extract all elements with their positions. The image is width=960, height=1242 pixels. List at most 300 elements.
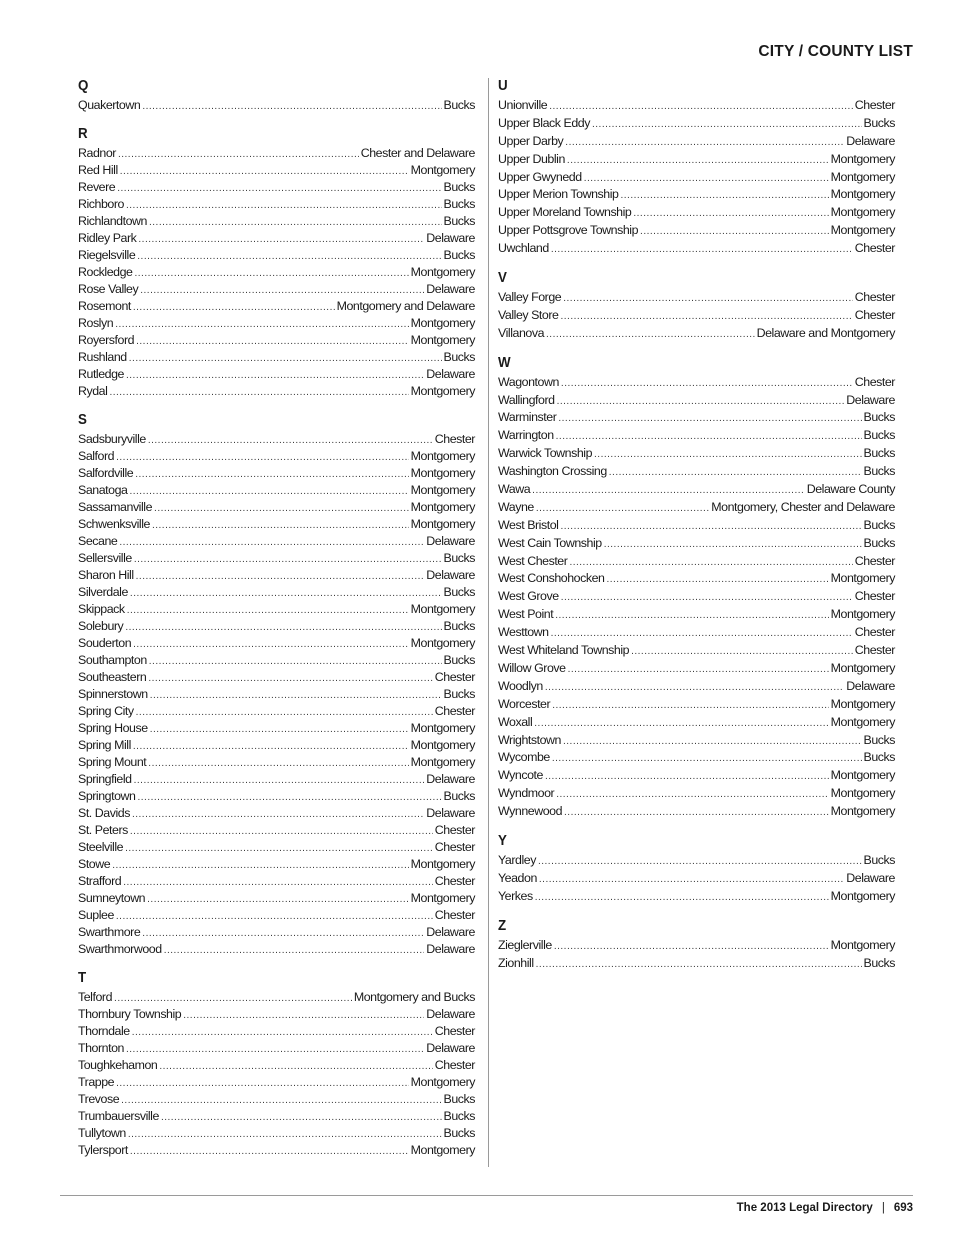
list-item — [498, 97, 895, 115]
dot-leader — [125, 839, 433, 857]
county-name: Delaware — [426, 231, 475, 245]
dot-leader — [136, 332, 409, 350]
city-name: Quakertown — [78, 98, 141, 112]
dot-leader — [121, 1091, 441, 1109]
dot-leader — [147, 890, 408, 908]
dot-leader — [561, 307, 853, 326]
dot-leader — [621, 186, 829, 205]
county-name: Bucks — [863, 428, 895, 443]
county-name: Montgomery — [830, 804, 895, 819]
city-name: Revere — [78, 180, 116, 194]
city-name: Upper Black Eddy — [498, 115, 590, 130]
list-item — [498, 588, 895, 606]
dot-leader — [565, 133, 844, 152]
list-item — [498, 222, 895, 240]
dot-leader — [134, 550, 442, 568]
list-item — [78, 97, 475, 114]
county-name: Bucks — [863, 410, 895, 425]
city-name: Warminster — [498, 410, 557, 425]
city-name: Radnor — [78, 146, 116, 160]
county-name: Montgomery — [410, 333, 475, 347]
city-name: Worcester — [498, 696, 551, 711]
dot-leader — [148, 754, 408, 772]
city-name: Trappe — [78, 1075, 115, 1089]
county-name: Bucks — [443, 197, 475, 211]
county-name: Bucks — [443, 98, 475, 112]
dot-leader — [109, 383, 408, 401]
letter-section — [78, 410, 475, 958]
list-item — [498, 289, 895, 307]
city-name: Valley Store — [498, 307, 559, 322]
list-item — [78, 584, 475, 601]
dot-leader — [134, 771, 425, 789]
city-name: Steelville — [78, 840, 124, 854]
city-name: Sanatoga — [78, 483, 128, 497]
dot-leader — [159, 1057, 432, 1075]
city-name: Upper Pottsgrove Township — [498, 223, 639, 238]
list-item — [498, 133, 895, 151]
list-item — [78, 1142, 475, 1159]
dot-leader — [130, 1142, 409, 1160]
city-name: Salford — [78, 449, 115, 463]
city-name: Solebury — [78, 619, 124, 633]
county-name: Delaware County — [806, 482, 895, 497]
city-name: Westtown — [498, 625, 549, 640]
dot-leader — [568, 660, 829, 679]
county-name: Montgomery — [830, 205, 895, 220]
list-item — [78, 349, 475, 366]
list-item — [498, 427, 895, 445]
county-name: Montgomery — [410, 857, 475, 871]
list-item — [78, 737, 475, 754]
dot-leader — [561, 588, 853, 607]
page-title: CITY / COUNTY LIST — [758, 43, 913, 60]
dot-leader — [140, 281, 424, 299]
county-name: Montgomery — [410, 1143, 475, 1157]
county-name: Montgomery — [410, 602, 475, 616]
list-item — [498, 392, 895, 410]
dot-leader — [569, 553, 852, 572]
county-name: Chester — [434, 670, 475, 684]
city-name: West Cain Township — [498, 535, 602, 550]
dot-leader — [149, 213, 442, 231]
city-name: Springtown — [78, 789, 136, 803]
city-name: Salfordville — [78, 466, 134, 480]
county-name: Montgomery — [410, 721, 475, 735]
section-letter: Y — [498, 832, 507, 849]
dot-leader — [552, 696, 828, 715]
county-name: Delaware — [426, 772, 475, 786]
city-name: Rockledge — [78, 265, 133, 279]
list-item — [78, 1074, 475, 1091]
list-item — [498, 463, 895, 481]
list-item — [78, 431, 475, 448]
list-item — [78, 516, 475, 533]
city-name: Zieglerville — [498, 937, 552, 952]
dot-leader — [128, 1125, 442, 1143]
city-name: Rydal — [78, 384, 108, 398]
dot-leader — [130, 822, 433, 840]
county-name: Chester and Delaware — [360, 146, 475, 160]
city-name: Schwenksville — [78, 517, 150, 531]
list-item — [498, 678, 895, 696]
letter-section — [78, 76, 475, 114]
county-name: Delaware — [426, 1041, 475, 1055]
dot-leader — [640, 222, 829, 241]
city-name: Rose Valley — [78, 282, 139, 296]
list-item — [78, 720, 475, 737]
county-name: Bucks — [863, 750, 895, 765]
county-name: Montgomery — [410, 466, 475, 480]
city-name: Tullytown — [78, 1126, 126, 1140]
dot-leader — [633, 204, 828, 223]
city-name: Ridley Park — [78, 231, 137, 245]
dot-leader — [560, 517, 861, 536]
county-name: Chester — [854, 589, 895, 604]
letter-section — [498, 353, 895, 821]
county-name: Chester — [854, 307, 895, 322]
county-name: Montgomery — [830, 786, 895, 801]
county-name: Delaware — [846, 392, 895, 407]
city-name: Valley Forge — [498, 290, 562, 305]
city-name: Spinnerstown — [78, 687, 148, 701]
list-item — [498, 642, 895, 660]
list-item — [78, 771, 475, 788]
city-name: West Grove — [498, 589, 559, 604]
county-name: Bucks — [443, 1092, 475, 1106]
list-item — [498, 749, 895, 767]
column-divider — [488, 78, 489, 1167]
dot-leader — [123, 873, 433, 891]
dot-leader — [137, 247, 441, 265]
list-item — [78, 1040, 475, 1057]
county-name: Chester — [854, 98, 895, 112]
county-name: Delaware — [426, 282, 475, 296]
dot-leader — [126, 196, 442, 214]
list-item — [78, 230, 475, 247]
county-name: Chester — [434, 823, 475, 837]
dot-leader — [142, 924, 424, 942]
county-name: Bucks — [443, 585, 475, 599]
dot-leader — [534, 714, 828, 733]
city-name: Springfield — [78, 772, 132, 786]
list-item — [78, 788, 475, 805]
dot-leader — [594, 445, 861, 464]
letter-section — [498, 831, 895, 906]
city-name: Roslyn — [78, 316, 114, 330]
county-name: Chester — [434, 874, 475, 888]
dot-leader — [118, 145, 359, 163]
list-item — [498, 696, 895, 714]
county-name: Chester — [854, 241, 895, 256]
county-name: Montgomery — [830, 169, 895, 184]
city-name: Richlandtown — [78, 214, 147, 228]
county-name: Chester — [434, 1058, 475, 1072]
city-name: Red Hill — [78, 163, 118, 177]
list-item — [498, 499, 895, 517]
city-name: West Whiteland Township — [498, 643, 630, 658]
county-name: Montgomery — [410, 517, 475, 531]
page-number: 693 — [893, 1202, 913, 1214]
right-column — [498, 76, 895, 972]
list-item — [78, 196, 475, 213]
county-name: Montgomery — [410, 483, 475, 497]
dot-leader — [631, 642, 853, 661]
list-item — [78, 213, 475, 230]
county-name: Bucks — [863, 446, 895, 461]
dot-leader — [136, 703, 433, 721]
city-name: Woodlyn — [498, 678, 543, 693]
city-name: Swarthmorwood — [78, 942, 162, 956]
dot-leader — [136, 567, 425, 585]
dot-leader — [161, 1108, 442, 1126]
dot-leader — [119, 533, 424, 551]
city-name: Riegelsville — [78, 248, 136, 262]
city-name: Washington Crossing — [498, 464, 607, 479]
city-name: Wagontown — [498, 374, 559, 389]
county-name: Bucks — [443, 687, 475, 701]
dot-leader — [545, 767, 829, 786]
county-name: Bucks — [863, 517, 895, 532]
dot-leader — [116, 907, 433, 925]
dot-leader — [556, 785, 828, 804]
county-name: Montgomery and Bucks — [353, 990, 475, 1004]
section-letter: S — [78, 412, 87, 428]
list-item — [498, 937, 895, 955]
city-name: Upper Darby — [498, 133, 564, 148]
city-name: Rushland — [78, 350, 127, 364]
city-name: Trevose — [78, 1092, 120, 1106]
city-name: Wrightstown — [498, 732, 561, 747]
county-name: Montgomery — [830, 187, 895, 202]
letter-section — [78, 124, 475, 400]
left-column — [78, 76, 475, 1159]
county-name: Delaware — [426, 806, 475, 820]
county-name: Chester — [434, 1024, 475, 1038]
city-name: Yerkes — [498, 888, 533, 903]
city-name: Spring Mill — [78, 738, 131, 752]
list-item — [78, 924, 475, 941]
county-name: Bucks — [863, 115, 895, 130]
section-letter: V — [498, 270, 507, 287]
dot-leader — [138, 230, 424, 248]
county-name: Delaware — [846, 870, 895, 885]
list-item — [78, 315, 475, 332]
city-name: Skippack — [78, 602, 125, 616]
city-name: Royersford — [78, 333, 135, 347]
footer-rule — [60, 1195, 913, 1196]
county-name: Delaware — [426, 568, 475, 582]
city-name: Suplee — [78, 908, 114, 922]
section-letter: Z — [498, 917, 507, 934]
county-name: Delaware — [426, 942, 475, 956]
city-name: Warwick Township — [498, 446, 593, 461]
section-letter: U — [498, 78, 508, 94]
city-name: Unionville — [498, 98, 548, 112]
list-item — [498, 307, 895, 325]
dot-leader — [116, 448, 409, 466]
page-footer — [737, 1202, 913, 1214]
city-name: Willow Grove — [498, 660, 566, 675]
county-name: Montgomery — [830, 151, 895, 166]
list-item — [498, 553, 895, 571]
list-item — [498, 517, 895, 535]
dot-leader — [584, 169, 829, 188]
dot-leader — [563, 732, 862, 751]
list-item — [498, 955, 895, 973]
list-item — [78, 482, 475, 499]
dot-leader — [148, 669, 432, 687]
city-name: Woxall — [498, 714, 533, 729]
city-name: Sumneytown — [78, 891, 146, 905]
city-name: Warrington — [498, 428, 554, 443]
list-item — [498, 374, 895, 392]
list-item — [78, 533, 475, 550]
dot-leader — [551, 624, 853, 643]
county-name: Montgomery — [830, 696, 895, 711]
letter-section — [498, 76, 895, 258]
dot-leader — [592, 115, 862, 134]
dot-leader — [133, 635, 408, 653]
dot-leader — [133, 298, 335, 316]
county-name: Montgomery and Delaware — [336, 299, 475, 313]
dot-leader — [552, 749, 862, 768]
city-name: Upper Gwynedd — [498, 169, 582, 184]
list-item — [498, 732, 895, 750]
letter-section — [498, 916, 895, 973]
list-item — [78, 383, 475, 400]
list-item — [78, 264, 475, 281]
dot-leader — [561, 374, 853, 393]
city-name: Spring Mount — [78, 755, 147, 769]
dot-leader — [567, 151, 829, 170]
county-name: Montgomery — [830, 223, 895, 238]
list-item — [498, 151, 895, 169]
list-item — [78, 805, 475, 822]
dot-leader — [555, 606, 828, 625]
dot-leader — [112, 856, 408, 874]
county-name: Montgomery — [410, 1075, 475, 1089]
county-name: Montgomery — [830, 937, 895, 952]
list-item — [498, 803, 895, 821]
county-name: Montgomery — [830, 660, 895, 675]
dot-leader — [117, 179, 441, 197]
dot-leader — [536, 955, 862, 974]
dot-leader — [545, 678, 844, 697]
dot-leader — [125, 618, 441, 636]
list-item — [78, 298, 475, 315]
city-name: Telford — [78, 990, 113, 1004]
list-item — [498, 852, 895, 870]
county-name: Montgomery, Chester and Delaware — [711, 499, 895, 514]
list-item — [498, 870, 895, 888]
list-item — [498, 888, 895, 906]
dot-leader — [538, 852, 862, 871]
list-item — [78, 669, 475, 686]
list-item — [78, 1091, 475, 1108]
city-name: Yardley — [498, 852, 536, 867]
list-item — [78, 635, 475, 652]
city-name: Spring City — [78, 704, 134, 718]
county-name: Bucks — [863, 464, 895, 479]
city-name: Strafford — [78, 874, 122, 888]
list-item — [498, 624, 895, 642]
list-item — [78, 332, 475, 349]
list-item — [498, 535, 895, 553]
list-item — [78, 618, 475, 635]
list-item — [498, 186, 895, 204]
list-item — [78, 839, 475, 856]
city-name: Upper Moreland Township — [498, 205, 632, 220]
county-name: Montgomery — [410, 636, 475, 650]
city-name: Rosemont — [78, 299, 131, 313]
city-name: Uwchland — [498, 241, 549, 256]
county-name: Bucks — [443, 248, 475, 262]
county-name: Chester — [854, 553, 895, 568]
list-item — [498, 325, 895, 343]
list-item — [498, 767, 895, 785]
dot-leader — [563, 289, 853, 308]
dot-leader — [564, 803, 829, 822]
county-name: Chester — [434, 432, 475, 446]
dot-leader — [149, 652, 442, 670]
county-name: Montgomery — [410, 891, 475, 905]
county-name: Montgomery — [830, 607, 895, 622]
list-item — [78, 686, 475, 703]
county-name: Montgomery — [830, 571, 895, 586]
city-name: Stowe — [78, 857, 111, 871]
city-name: Toughkehamon — [78, 1058, 158, 1072]
list-item — [78, 1057, 475, 1074]
dot-leader — [546, 325, 755, 344]
county-name: Montgomery — [410, 755, 475, 769]
dot-leader — [142, 97, 441, 115]
list-item — [498, 409, 895, 427]
city-name: West Conshohocken — [498, 571, 605, 586]
dot-leader — [535, 888, 829, 907]
list-item — [78, 1023, 475, 1040]
dot-leader — [132, 805, 424, 823]
county-name: Montgomery — [830, 888, 895, 903]
dot-leader — [114, 989, 352, 1007]
dot-leader — [164, 941, 425, 959]
city-name: Villanova — [498, 325, 545, 340]
city-name: West Point — [498, 607, 554, 622]
dot-leader — [126, 1040, 424, 1058]
county-name: Chester — [434, 840, 475, 854]
list-item — [78, 465, 475, 482]
city-name: West Bristol — [498, 517, 559, 532]
list-item — [78, 703, 475, 720]
county-name: Bucks — [443, 350, 475, 364]
letter-section — [78, 968, 475, 1159]
city-name: West Chester — [498, 553, 568, 568]
dot-leader — [183, 1006, 424, 1024]
list-item — [498, 445, 895, 463]
dot-leader — [133, 737, 409, 755]
dot-leader — [148, 431, 433, 449]
list-item — [78, 281, 475, 298]
dot-leader — [549, 97, 853, 116]
city-name: Trumbauersville — [78, 1109, 159, 1123]
county-name: Bucks — [863, 852, 895, 867]
dot-leader — [154, 499, 409, 517]
list-item — [78, 448, 475, 465]
city-name: Thornbury Township — [78, 1007, 182, 1021]
list-item — [498, 204, 895, 222]
dot-leader — [556, 427, 862, 446]
city-name: St. Peters — [78, 823, 128, 837]
